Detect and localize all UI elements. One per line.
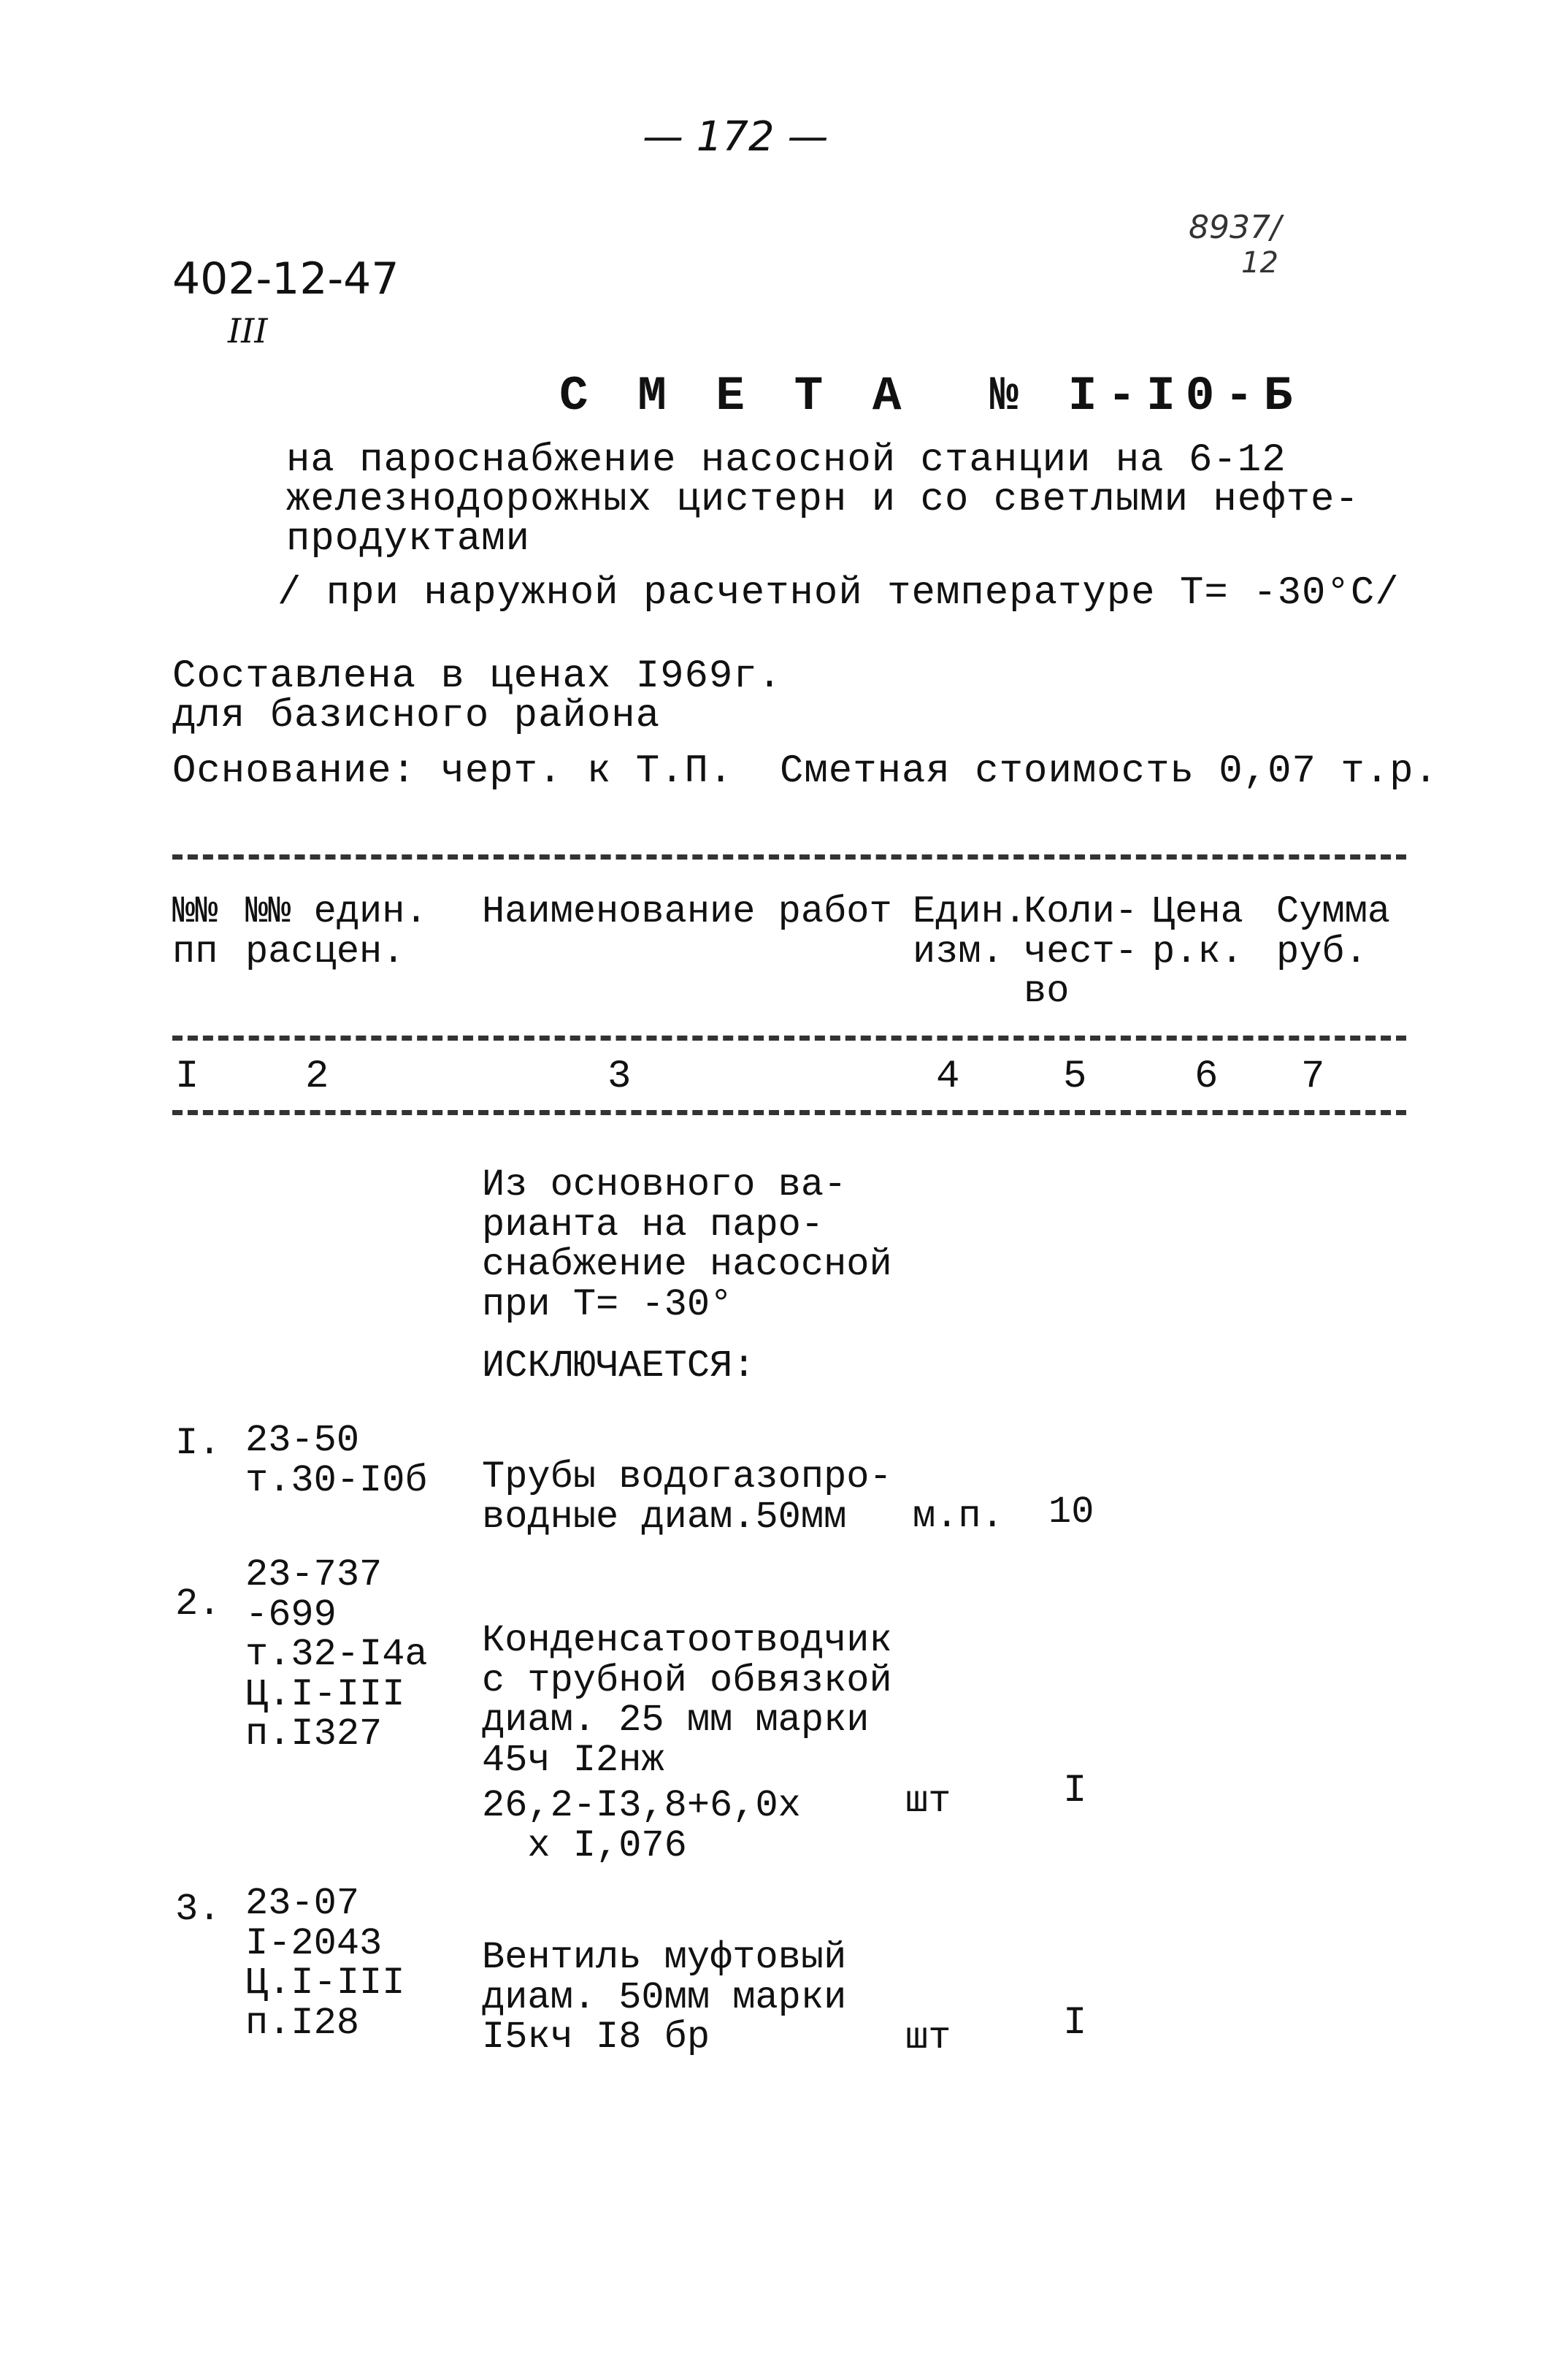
basis-line: Основание: черт. к Т.П.: [172, 749, 734, 794]
row-3-unit: шт: [905, 2016, 951, 2059]
subtitle-line-1: на пароснабжение насосной станции на 6-12: [286, 438, 1286, 483]
subtitle-line-2: железнодорожных цистерн и со светлыми нефте-: [286, 478, 1359, 522]
header-col-2: №№ един. расцен.: [245, 890, 428, 973]
handwritten-stamp-number: 8937/: [1189, 209, 1281, 246]
document-code: 402-12-47: [172, 253, 399, 305]
prices-line-2: для базисного района: [172, 694, 661, 738]
row-2-name: Конденсатоотводчик с трубной обвязкой диам. 25 мм марки 45ч I2нж: [482, 1619, 892, 1782]
column-number-7: 7: [1301, 1055, 1326, 1099]
column-number-1: I: [175, 1055, 200, 1099]
header-col-4: Един. изм.: [913, 890, 1027, 973]
divider-middle: [172, 1036, 1406, 1041]
intro-text: Из основного ва- рианта на паро- снабжение насосной при Т= -30°: [482, 1163, 892, 1326]
header-col-3: Наименование работ: [482, 890, 892, 933]
row-2-code: 23-737 -699 т.32-I4а Ц.I-III п.I327: [245, 1553, 428, 1756]
header-col-7: Сумма руб.: [1276, 890, 1391, 973]
row-3-number: 3.: [175, 1888, 221, 1931]
row-3-quantity: I: [1063, 2001, 1087, 2046]
estimated-cost: Сметная стоимость 0,07 т.р.: [780, 749, 1438, 794]
divider-bottom: [172, 1110, 1406, 1115]
document-title: С М Е Т А № I-I0-Б: [559, 369, 1303, 424]
subtitle-line-4: / при наружной расчетной температуре Т= -30°С/: [277, 571, 1400, 616]
row-3-name: Вентиль муфтовый диам. 50мм марки I5кч I8 бр: [482, 1936, 847, 2059]
divider-top: [172, 854, 1406, 860]
column-number-5: 5: [1063, 1055, 1088, 1099]
column-number-4: 4: [936, 1055, 961, 1099]
prices-line-1: Составлена в ценах I969г.: [172, 654, 783, 699]
row-2-quantity: I: [1063, 1769, 1087, 1813]
header-col-1: №№ пп: [172, 890, 218, 973]
row-2-unit: шт: [905, 1780, 951, 1823]
handwritten-stamp-sub: 12: [1241, 246, 1278, 280]
row-1-number: I.: [175, 1422, 221, 1465]
subtitle-line-3: продуктами: [286, 517, 531, 562]
column-number-2: 2: [305, 1055, 330, 1099]
column-number-3: 3: [607, 1055, 632, 1099]
row-1-quantity: 10: [1048, 1491, 1094, 1534]
row-2-number: 2.: [175, 1583, 221, 1626]
row-2-calculation: 26,2-I3,8+6,0х х I,076: [482, 1784, 801, 1867]
header-col-6: Цена р.к.: [1152, 890, 1243, 973]
excluded-heading: ИСКЛЮЧАЕТСЯ:: [482, 1344, 756, 1388]
row-1-code: 23-50 т.30-I0б: [245, 1419, 428, 1502]
page-number: — 172 —: [643, 113, 829, 161]
header-col-5: Коли- чест- во: [1024, 890, 1138, 1014]
row-3-code: 23-07 I-2043 Ц.I-III п.I28: [245, 1882, 405, 2045]
column-number-6: 6: [1194, 1055, 1219, 1099]
row-1-unit: м.п.: [913, 1495, 1004, 1538]
row-1-name: Трубы водогазопро- водные диам.50мм: [482, 1455, 892, 1539]
roman-numeral-mark: III: [228, 311, 268, 351]
